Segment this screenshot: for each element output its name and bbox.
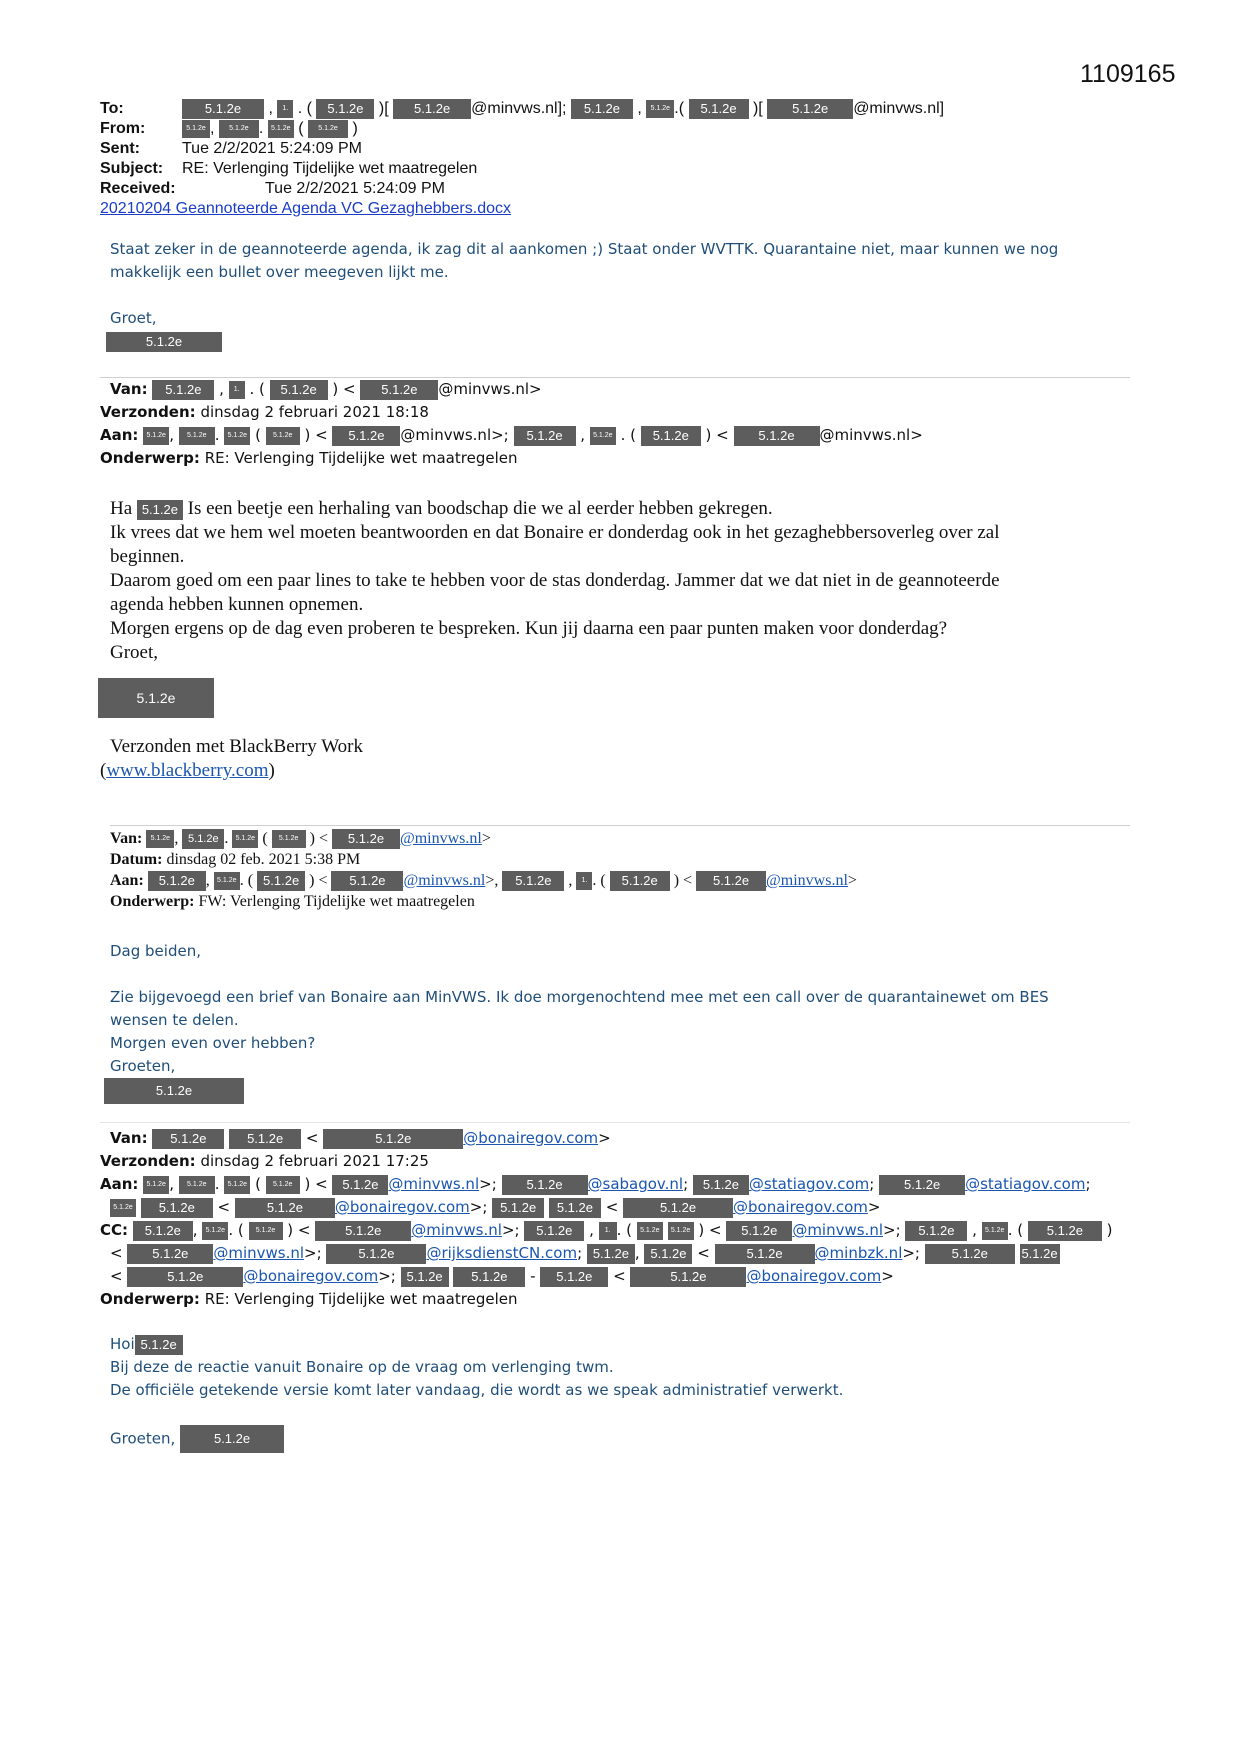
redaction: 5.1.2e <box>1020 1244 1060 1264</box>
email-domain[interactable]: @minvws.nl <box>213 1244 305 1262</box>
message-line <box>110 1333 843 1356</box>
message-line: Bij deze de reactie vanuit Bonaire op de vraag om verlenging twm. <box>110 1358 614 1376</box>
message-4-body <box>110 1333 843 1453</box>
email-domain[interactable]: @statiagov.com <box>965 1175 1086 1193</box>
redaction: 1. <box>576 872 592 890</box>
email-domain: @minvws.nl> <box>819 426 923 444</box>
document-number: 1109165 <box>1080 60 1176 88</box>
redaction: 5.1.2e <box>623 1198 733 1218</box>
redaction: 5.1.2e <box>715 1244 815 1264</box>
redaction: 5.1.2e <box>232 830 258 848</box>
message-3-body <box>110 940 1049 1078</box>
subject-line <box>100 159 477 179</box>
onderwerp-label: Onderwerp: <box>110 893 195 910</box>
message-line: makkelijk een bullet over meegeven lijkt me. <box>110 263 449 281</box>
redaction: 5.1.2e <box>646 100 674 118</box>
redaction: 5.1.2e <box>571 99 633 119</box>
blackberry-link-line <box>100 759 275 783</box>
onderwerp-value: FW: Verlenging Tijdelijke wet maatregelen <box>198 893 475 910</box>
greeting: Groeten, <box>110 1057 176 1075</box>
email-domain[interactable]: @minvws.nl <box>766 872 848 889</box>
onderwerp-label: Onderwerp: <box>100 1290 200 1308</box>
received-label: Received: <box>100 180 176 197</box>
redaction: 5.1.2e <box>214 872 240 890</box>
redaction: 5.1.2e <box>127 1267 243 1287</box>
redaction: 5.1.2e <box>641 426 701 446</box>
msg3-datum-line <box>110 849 360 870</box>
separator <box>110 825 1130 826</box>
received-line <box>100 179 445 199</box>
cc-label: CC: <box>100 1221 129 1239</box>
redaction: 5.1.2e <box>323 1129 463 1149</box>
verzonden-value: dinsdag 2 februari 2021 17:25 <box>200 1152 429 1170</box>
onderwerp-value: RE: Verlenging Tijdelijke wet maatregelen <box>204 1290 518 1308</box>
signature-redaction: 5.1.2e <box>106 332 222 352</box>
msg2-onderwerp-line <box>100 447 517 470</box>
to-label: To: <box>100 100 124 118</box>
message-line: De officiële getekende versie komt later vandaag, die wordt as we speak administratief verwerkt. <box>110 1381 844 1399</box>
received-value: Tue 2/2/2021 5:24:09 PM <box>265 180 445 197</box>
redaction: 5.1.2e <box>202 1222 228 1240</box>
email-domain: @minvws.nl>; <box>400 426 509 444</box>
msg2-verzonden-line <box>100 401 429 424</box>
redaction: 5.1.2e <box>590 427 616 445</box>
redaction: 5.1.2e <box>257 871 305 891</box>
email-domain[interactable]: @bonairegov.com <box>243 1267 379 1285</box>
blackberry-signature <box>110 735 363 759</box>
redaction: 5.1.2e <box>689 99 749 119</box>
redaction: 5.1.2e <box>637 1222 663 1240</box>
redaction: 5.1.2e <box>308 120 348 138</box>
redaction: 5.1.2e <box>693 1175 749 1195</box>
redaction: 5.1.2e <box>514 426 576 446</box>
redaction: 5.1.2e <box>182 829 224 849</box>
redaction: 5.1.2e <box>360 380 438 400</box>
redaction: 5.1.2e <box>224 427 250 445</box>
email-domain[interactable]: @minvws.nl <box>400 830 482 847</box>
redaction: 5.1.2e <box>767 99 853 119</box>
verzonden-value: dinsdag 2 februari 2021 18:18 <box>200 403 429 421</box>
message-line: Zie bijgevoegd een brief van Bonaire aan MinVWS. Ik doe morgenochtend mee met een call over de quarantainewet om BES <box>110 988 1049 1006</box>
sent-with: Verzonden met BlackBerry Work <box>110 736 363 757</box>
redaction: 5.1.2e <box>524 1221 584 1241</box>
redaction: 5.1.2e <box>610 871 670 891</box>
onderwerp-label: Onderwerp: <box>100 449 200 467</box>
redaction: 5.1.2e <box>726 1221 792 1241</box>
email-domain[interactable]: @bonairegov.com <box>733 1198 868 1216</box>
redaction: 5.1.2e <box>393 99 471 119</box>
email-domain[interactable]: @minbzk.nl <box>814 1244 903 1262</box>
redaction: 5.1.2e <box>127 1244 213 1264</box>
redaction: 5.1.2e <box>540 1267 608 1287</box>
greeting-open: Dag beiden, <box>110 942 201 960</box>
redaction: 1. <box>599 1222 617 1240</box>
ha-word: Ha <box>110 498 133 519</box>
paren: ) <box>268 760 275 781</box>
to-line: To: 5.1.2e , 1. . ( 5.1.2e )[ 5.1.2e @minvws.nl]; 5.1.2e , 5.1.2e .( 5.1.2e )[ 5.1.2e @minvws.nl] <box>100 100 945 118</box>
redaction: 5.1.2e <box>1028 1221 1102 1241</box>
redaction: 5.1.2e <box>332 426 400 446</box>
msg4-aan-line: Aan: 5.1.2e , 5.1.2e . 5.1.2e ( 5.1.2e ) < 5.1.2e @minvws.nl>; 5.1.2e @sabagov.nl; 5.1.2e @statiagov.com; 5.1.2e @statiagov.com; <box>100 1175 1091 1193</box>
redaction: 5.1.2e <box>982 1222 1008 1240</box>
email-domain[interactable]: @minvws.nl <box>403 872 486 889</box>
greeting: Groeten, <box>110 1429 176 1448</box>
message-2-body <box>110 497 1000 665</box>
redaction: 5.1.2e <box>925 1244 1015 1264</box>
redaction: 1. <box>229 381 245 399</box>
email-domain[interactable]: @minvws.nl <box>411 1221 502 1239</box>
sent-value: Tue 2/2/2021 5:24:09 PM <box>182 140 362 157</box>
email-domain[interactable]: @statiagov.com <box>748 1175 870 1193</box>
aan-label: Aan: <box>100 426 139 444</box>
subject-value: RE: Verlenging Tijdelijke wet maatregelen <box>182 160 478 177</box>
hoi-word: Hoi <box>110 1335 135 1353</box>
redaction: 5.1.2e <box>249 1222 283 1240</box>
message-line: agenda hebben kunnen opnemen. <box>110 594 364 615</box>
email-domain: @minvws.nl] <box>853 100 945 118</box>
redaction: 5.1.2e <box>182 120 210 138</box>
message-line: Staat zeker in de geannoteerde agenda, ik zag dit al aankomen ;) Staat onder WVTTK. Quarantaine niet, maar kunnen we nog <box>110 240 1059 258</box>
redaction: 5.1.2e <box>152 1129 224 1149</box>
redaction: 5.1.2e <box>137 500 183 520</box>
signature-redaction: 5.1.2e <box>98 678 214 718</box>
redaction: 5.1.2e <box>587 1244 635 1264</box>
signature-redaction: 5.1.2e <box>104 1078 244 1104</box>
message-line <box>110 497 1000 521</box>
email-domain[interactable]: @rijksdienstCN.com <box>426 1244 578 1262</box>
redaction: 5.1.2e <box>549 1198 601 1218</box>
redaction: 5.1.2e <box>179 1176 215 1194</box>
aan-label: Aan: <box>100 1175 139 1193</box>
redaction: 5.1.2e <box>332 829 400 849</box>
message-line: Morgen ergens op de dag even proberen te bespreken. Kun jij daarna een paar punten maken voor donderdag? <box>110 618 948 639</box>
redaction: 5.1.2e <box>696 871 766 891</box>
redaction: 5.1.2e <box>401 1267 449 1287</box>
redaction: 5.1.2e <box>235 1198 335 1218</box>
email-domain[interactable]: @minvws.nl <box>792 1221 884 1239</box>
paren: ( <box>100 760 107 781</box>
redaction: 5.1.2e <box>133 1221 193 1241</box>
email-domain: @minvws.nl> <box>438 380 542 398</box>
redaction: 5.1.2e <box>879 1175 965 1195</box>
msg2-aan-line: Aan: 5.1.2e , 5.1.2e . 5.1.2e ( 5.1.2e ) < 5.1.2e @minvws.nl>; 5.1.2e , 5.1.2e . ( 5.1.2e ) < 5.1.2e @minvws.nl> <box>100 426 923 444</box>
redaction: 5.1.2e <box>179 427 215 445</box>
msg4-onderwerp-line <box>100 1288 517 1311</box>
datum-label: Datum: <box>110 851 163 868</box>
msg4-cc-line-3: < 5.1.2e @bonairegov.com>; 5.1.2e 5.1.2e - 5.1.2e < 5.1.2e @bonairegov.com> <box>110 1267 894 1285</box>
msg3-aan-line: Aan: 5.1.2e , 5.1.2e . ( 5.1.2e ) < 5.1.2e @minvws.nl>, 5.1.2e , 1. . ( 5.1.2e ) < 5.1.2e @minvws.nl> <box>110 870 857 891</box>
van-label: Van: <box>110 830 143 847</box>
redaction: 5.1.2e <box>224 1176 250 1194</box>
separator <box>100 1122 1130 1123</box>
redaction: 5.1.2e <box>148 871 206 891</box>
email-domain[interactable]: @bonairegov.com <box>334 1198 470 1216</box>
onderwerp-value: RE: Verlenging Tijdelijke wet maatregelen <box>204 449 518 467</box>
msg2-van-line: Van: 5.1.2e , 1. . ( 5.1.2e ) < 5.1.2e @minvws.nl> <box>110 380 542 398</box>
email-domain[interactable]: @bonairegov.com <box>463 1129 599 1147</box>
redaction: 5.1.2e <box>272 830 306 848</box>
redaction: 5.1.2e <box>502 1175 588 1195</box>
email-domain[interactable]: @minvws.nl <box>388 1175 480 1193</box>
redaction: 5.1.2e <box>146 830 174 848</box>
redaction: 5.1.2e <box>141 1198 213 1218</box>
verzonden-label: Verzonden: <box>100 403 196 421</box>
redaction: 5.1.2e <box>905 1221 967 1241</box>
email-domain: @minvws.nl]; <box>471 100 567 118</box>
from-line: From: 5.1.2e , 5.1.2e . 5.1.2e ( 5.1.2e ) <box>100 120 358 137</box>
signature-redaction: 5.1.2e <box>180 1425 284 1453</box>
redaction: 1. <box>277 100 293 118</box>
redaction: 5.1.2e <box>644 1244 692 1264</box>
msg4-cc-line-2: < 5.1.2e @minvws.nl>; 5.1.2e @rijksdienstCN.com; 5.1.2e , 5.1.2e < 5.1.2e @minbzk.nl>; 5.1.2e 5.1.2e <box>110 1244 1058 1262</box>
redaction: 5.1.2e <box>266 427 300 445</box>
attachment-link[interactable]: 20210204 Geannoteerde Agenda VC Gezaghebbers.docx <box>100 200 511 217</box>
message-line: Morgen even over hebben? <box>110 1034 316 1052</box>
van-label: Van: <box>110 1129 148 1147</box>
datum-value: dinsdag 02 feb. 2021 5:38 PM <box>166 851 361 868</box>
msg3-van-line: Van: 5.1.2e , 5.1.2e . 5.1.2e ( 5.1.2e ) < 5.1.2e @minvws.nl> <box>110 828 491 849</box>
redaction: 5.1.2e <box>453 1267 525 1287</box>
msg4-aan-line-2: 5.1.2e 5.1.2e < 5.1.2e @bonairegov.com>; 5.1.2e 5.1.2e < 5.1.2e @bonairegov.com> <box>110 1196 880 1219</box>
redaction: 5.1.2e <box>143 1176 169 1194</box>
redaction: 5.1.2e <box>331 871 403 891</box>
redaction: 5.1.2e <box>229 1129 301 1149</box>
van-label: Van: <box>110 380 148 398</box>
verzonden-label: Verzonden: <box>100 1152 196 1170</box>
msg3-onderwerp-line <box>110 891 475 912</box>
redaction: 5.1.2e <box>135 1335 183 1355</box>
message-line: Daarom goed om een paar lines to take te hebben voor de stas donderdag. Jammer dat we dat niet in de geannoteerde <box>110 570 1000 591</box>
redaction: 5.1.2e <box>266 1176 300 1194</box>
redaction: 5.1.2e <box>492 1198 544 1218</box>
blackberry-link[interactable]: www.blackberry.com <box>106 760 269 781</box>
greeting: Groet, <box>110 309 157 327</box>
message-line <box>110 1425 843 1453</box>
redaction: 5.1.2e <box>502 871 564 891</box>
greeting: Groet, <box>110 642 159 663</box>
email-domain[interactable]: @sabagov.nl <box>587 1175 684 1193</box>
message-1-body <box>110 238 1058 330</box>
from-label: From: <box>100 120 146 137</box>
aan-label: Aan: <box>110 872 144 889</box>
message-text: Is een beetje een herhaling van boodschap die we al eerder hebben gekregen. <box>187 498 773 519</box>
sent-line <box>100 139 362 159</box>
redaction: 5.1.2e <box>143 427 169 445</box>
redaction: 5.1.2e <box>270 380 328 400</box>
message-line: beginnen. <box>110 546 185 567</box>
message-line: wensen te delen. <box>110 1011 239 1029</box>
message-line: Ik vrees dat we hem wel moeten beantwoorden en dat Bonaire er donderdag ook in het gezaghebbersoverleg over zal <box>110 522 1000 543</box>
subject-label: Subject: <box>100 160 164 177</box>
redaction: 5.1.2e <box>315 1221 411 1241</box>
redaction: 5.1.2e <box>668 1222 694 1240</box>
redaction: 5.1.2e <box>316 99 374 119</box>
msg4-cc-line: CC: 5.1.2e , 5.1.2e . ( 5.1.2e ) < 5.1.2e @minvws.nl>; 5.1.2e , 1. . ( 5.1.2e 5.1.2e ) < 5.1.2e @minvws.nl>; 5.1.2e , 5.1.2e . ( 5.1.2e ) <box>100 1221 1113 1239</box>
redaction: 5.1.2e <box>326 1244 426 1264</box>
redaction: 5.1.2e <box>110 1199 136 1217</box>
redaction: 5.1.2e <box>219 120 259 138</box>
email-domain[interactable]: @bonairegov.com <box>746 1267 882 1285</box>
sent-label: Sent: <box>100 140 140 157</box>
redaction: 5.1.2e <box>152 380 214 400</box>
redaction: 5.1.2e <box>630 1267 746 1287</box>
redaction: 5.1.2e <box>734 426 820 446</box>
redaction: 5.1.2e <box>332 1175 388 1195</box>
redaction: 5.1.2e <box>268 120 294 138</box>
redaction: 5.1.2e <box>182 99 264 119</box>
msg4-van-line: Van: 5.1.2e 5.1.2e < 5.1.2e @bonairegov.com> <box>110 1129 611 1147</box>
msg4-verzonden-line <box>100 1150 429 1173</box>
